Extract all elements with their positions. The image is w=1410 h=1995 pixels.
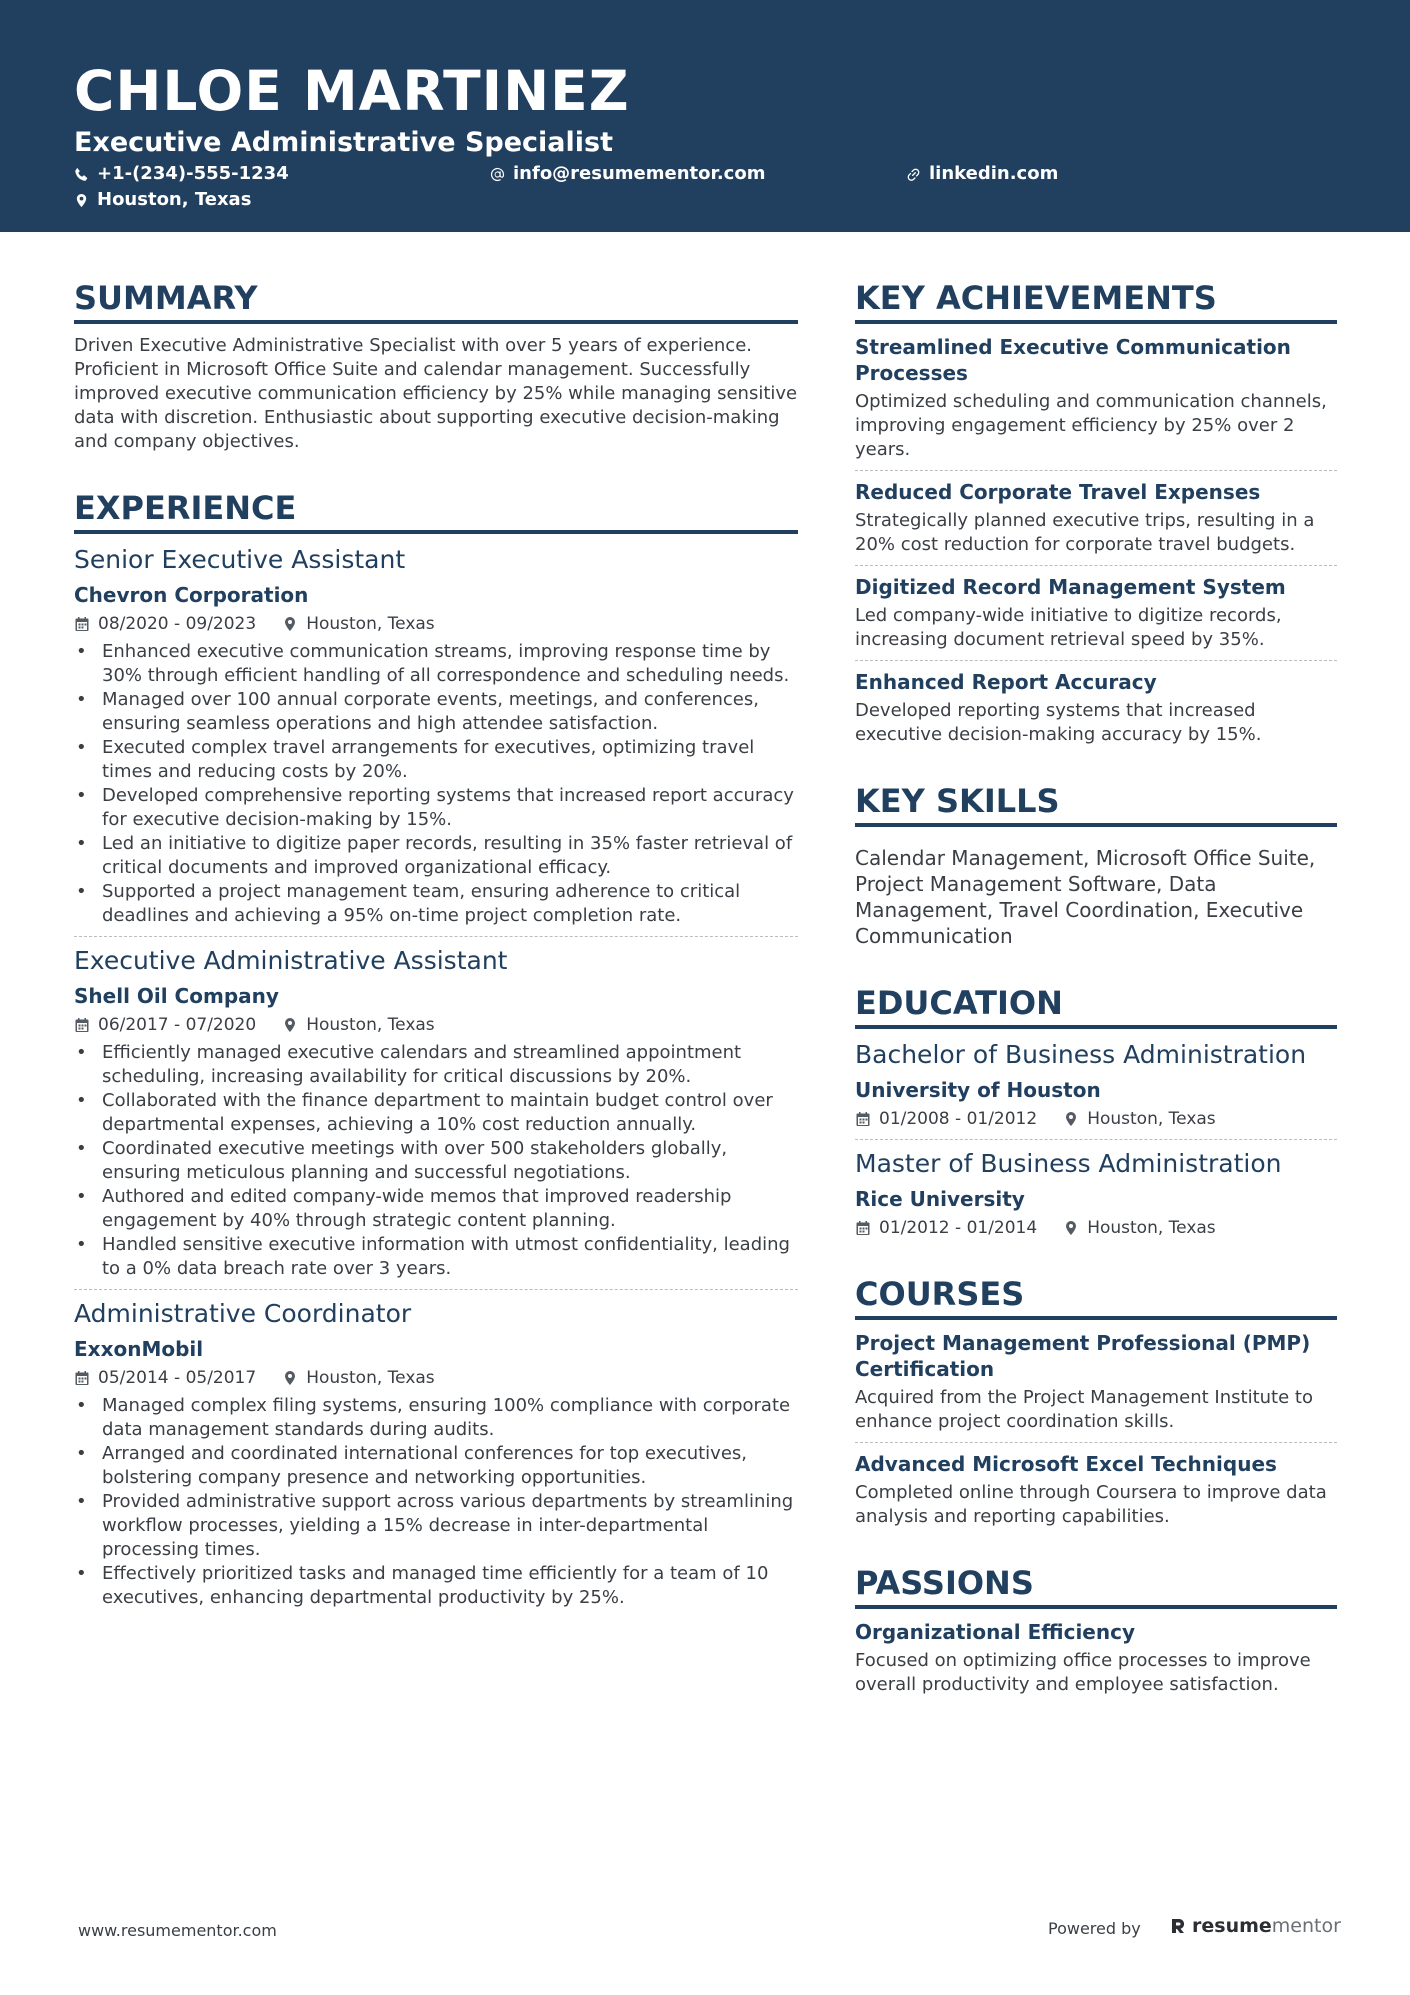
list-item: • Executed complex travel arrangements for executives, optimizing travel times and reducing costs by 20%.: [74, 736, 798, 784]
education-dates: 01/2012 - 01/2014: [879, 1218, 1038, 1238]
phone-number: +1-(234)-555-1234: [97, 163, 289, 184]
achievement-text: Developed reporting systems that increased executive decision-making accuracy by 15%.: [855, 700, 1262, 745]
skills-text: Calendar Management, Microsoft Office Suite, Project Management Software, Data Management, Travel Coordination, Executive Communication: [855, 846, 1316, 948]
education-location: Houston, Texas: [1087, 1109, 1216, 1129]
list-item: • Enhanced executive communication streams, improving response time by 30% through efficient handling of all correspondence and scheduling needs.: [74, 640, 798, 688]
list-item: • Collaborated with the finance department to maintain budget control over departmental expenses, achieving a 10% cost reduction annually.: [74, 1089, 798, 1137]
education-meta: [855, 1216, 1337, 1240]
job-meta: [74, 1366, 798, 1390]
list-item: • Authored and edited company-wide memos that improved readership engagement by 40% through strategic content planning.: [74, 1185, 798, 1233]
list-item: • Arranged and coordinated international conferences for top executives, bolstering company presence and networking opportunities.: [74, 1442, 798, 1490]
achievement-title: Enhanced Report Accuracy: [855, 670, 1157, 694]
job-title: Administrative Coordinator: [74, 1299, 412, 1328]
education-meta: [855, 1107, 1337, 1131]
list-item: • Handled sensitive executive information with utmost confidentiality, leading to a 0% data breach rate over 3 years.: [74, 1233, 798, 1281]
achievement-title: Digitized Record Management System: [855, 575, 1286, 599]
divider: [855, 1442, 1337, 1443]
footer-powered-by: Powered by: [1048, 1919, 1141, 1938]
list-item: • Coordinated executive meetings with over 500 stakeholders globally, ensuring meticulous planning and successful negotiations.: [74, 1137, 798, 1185]
email-address[interactable]: info@resumementor.com: [513, 163, 766, 184]
summary-text: Driven Executive Administrative Specialist with over 5 years of experience. Proficient in Microsoft Office Suite and calendar management. Successfully improved executive communication efficiency by 25% while managing sensitive data with discretion. Enthusiastic about supporting executive decision-making and company objectives.: [74, 335, 798, 452]
job-dates: 05/2014 - 05/2017: [98, 1368, 257, 1388]
list-item: • Effectively prioritized tasks and managed time efficiently for a team of 10 executives, enhancing departmental productivity by 25%.: [74, 1562, 798, 1610]
education-heading: EDUCATION: [855, 983, 1337, 1029]
map-pin-icon: [282, 1017, 298, 1033]
list-item: • Efficiently managed executive calendars and streamlined appointment scheduling, increasing availability for critical discussions by 20%.: [74, 1041, 798, 1089]
map-pin-icon: [282, 1370, 298, 1386]
job-meta: [74, 1013, 798, 1037]
list-item: • Supported a project management team, ensuring adherence to critical deadlines and achieving a 95% on-time project completion rate.: [74, 880, 798, 928]
achievement-text: Strategically planned executive trips, resulting in a 20% cost reduction for corporate travel budgets.: [855, 510, 1315, 555]
resumementor-logo-icon: [1170, 1917, 1186, 1935]
phone-icon: [74, 167, 89, 182]
achievement-text: Optimized scheduling and communication channels, improving engagement efficiency by 25% over 2 years.: [855, 391, 1327, 460]
right-column: [855, 278, 1337, 1697]
divider: [855, 1139, 1337, 1140]
job-entry: [74, 544, 798, 928]
course-title: Project Management Professional (PMP) Certification: [855, 1331, 1311, 1381]
divider: [855, 470, 1337, 471]
school-name: University of Houston: [855, 1078, 1101, 1102]
left-column: [74, 278, 798, 1610]
calendar-icon: [74, 616, 90, 632]
course-title: Advanced Microsoft Excel Techniques: [855, 1452, 1277, 1476]
map-pin-icon: [1063, 1220, 1079, 1236]
resumementor-logo[interactable]: [1170, 1913, 1341, 1939]
achievement-item: [855, 574, 1337, 652]
logo-text-bold: resume: [1192, 1915, 1272, 1937]
header: [0, 0, 1410, 232]
achievement-title: Reduced Corporate Travel Expenses: [855, 480, 1261, 504]
at-icon: [490, 167, 505, 182]
job-dates: 08/2020 - 09/2023: [98, 614, 257, 634]
achievement-item: [855, 669, 1337, 747]
location-text: Houston, Texas: [97, 189, 252, 210]
degree-title: Master of Business Administration: [855, 1149, 1282, 1178]
list-item: • Managed over 100 annual corporate events, meetings, and conferences, ensuring seamless operations and high attendee satisfaction.: [74, 688, 798, 736]
logo-text-light: mentor: [1271, 1915, 1341, 1937]
company-name: Chevron Corporation: [74, 583, 309, 607]
divider: [855, 660, 1337, 661]
linkedin-link[interactable]: linkedin.com: [929, 163, 1059, 184]
divider: [74, 936, 798, 937]
experience-heading: EXPERIENCE: [74, 488, 798, 534]
job-title: Executive Administrative Assistant: [74, 946, 508, 975]
skills-heading: KEY SKILLS: [855, 781, 1337, 827]
calendar-icon: [855, 1111, 871, 1127]
passion-title: Organizational Efficiency: [855, 1620, 1135, 1644]
achievement-title: Streamlined Executive Communication Processes: [855, 335, 1291, 385]
list-item: • Led an initiative to digitize paper records, resulting in 35% faster retrieval of critical documents and improved organizational efficacy.: [74, 832, 798, 880]
calendar-icon: [855, 1220, 871, 1236]
calendar-icon: [74, 1017, 90, 1033]
company-name: ExxonMobil: [74, 1337, 204, 1361]
list-item: • Developed comprehensive reporting systems that increased report accuracy for executive decision-making by 15%.: [74, 784, 798, 832]
job-location: Houston, Texas: [306, 614, 435, 634]
education-item: [855, 1039, 1337, 1131]
map-pin-icon: [282, 616, 298, 632]
map-pin-icon: [74, 193, 89, 208]
job-title: Senior Executive Assistant: [74, 545, 406, 574]
school-name: Rice University: [855, 1187, 1025, 1211]
location-contact: [74, 188, 251, 212]
linkedin-contact: [906, 162, 1058, 186]
passion-text: Focused on optimizing office processes to improve overall productivity and employee satisfaction.: [855, 1650, 1311, 1695]
email-contact: [490, 162, 765, 186]
job-entry: [74, 1298, 798, 1610]
job-entry: [74, 945, 798, 1281]
degree-title: Bachelor of Business Administration: [855, 1040, 1307, 1069]
passions-heading: PASSIONS: [855, 1563, 1337, 1609]
company-name: Shell Oil Company: [74, 984, 279, 1008]
achievement-item: [855, 479, 1337, 557]
phone-contact: [74, 162, 289, 186]
job-bullets: [74, 1041, 798, 1281]
course-text: Acquired from the Project Management Institute to enhance project coordination skills.: [855, 1387, 1313, 1432]
job-dates: 06/2017 - 07/2020: [98, 1015, 257, 1035]
job-location: Houston, Texas: [306, 1015, 435, 1035]
achievement-text: Led company-wide initiative to digitize records, increasing document retrieval speed by 35%.: [855, 605, 1282, 650]
job-location: Houston, Texas: [306, 1368, 435, 1388]
course-text: Completed online through Coursera to improve data analysis and reporting capabilities.: [855, 1482, 1327, 1527]
summary-heading: SUMMARY: [74, 278, 798, 324]
link-icon: [906, 167, 921, 182]
list-item: • Provided administrative support across various departments by streamlining workflow processes, yielding a 15% decrease in inter-departmental processing times.: [74, 1490, 798, 1562]
candidate-title: Executive Administrative Specialist: [74, 127, 613, 158]
calendar-icon: [74, 1370, 90, 1386]
job-bullets: [74, 1394, 798, 1610]
education-location: Houston, Texas: [1087, 1218, 1216, 1238]
job-meta: [74, 612, 798, 636]
candidate-name: CHLOE MARTINEZ: [74, 59, 630, 123]
education-dates: 01/2008 - 01/2012: [879, 1109, 1038, 1129]
courses-heading: COURSES: [855, 1274, 1337, 1320]
map-pin-icon: [1063, 1111, 1079, 1127]
footer-website[interactable]: www.resumementor.com: [78, 1921, 277, 1940]
job-bullets: [74, 640, 798, 928]
divider: [74, 1289, 798, 1290]
achievements-heading: KEY ACHIEVEMENTS: [855, 278, 1337, 324]
list-item: • Managed complex filing systems, ensuring 100% compliance with corporate data management standards during audits.: [74, 1394, 798, 1442]
divider: [855, 565, 1337, 566]
course-item: [855, 1451, 1337, 1529]
achievement-item: [855, 334, 1337, 462]
education-item: [855, 1148, 1337, 1240]
course-item: [855, 1330, 1337, 1434]
passion-item: [855, 1619, 1337, 1697]
